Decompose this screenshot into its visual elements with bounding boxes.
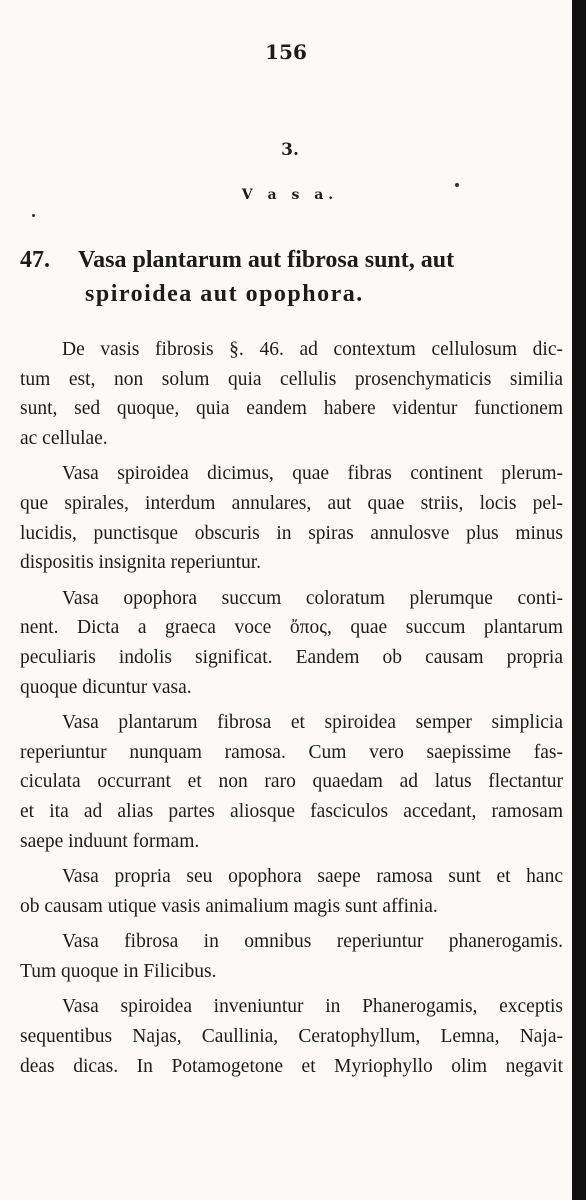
- text-line: De vasis fibrosis §. 46. ad contextum cellulosum dic-: [62, 339, 563, 360]
- text-line: deas dicas. In Potamogetone et Myriophyllo olim negavit: [20, 1055, 563, 1077]
- text-line: Vasa spiroidea inveniuntur in Phanerogamis, exceptis: [62, 996, 563, 1018]
- text-line: dispositis insignita reperiuntur.: [20, 552, 262, 574]
- text-line: ob causam utique vasis animalium magis sunt affinia.: [20, 895, 438, 917]
- text-line: Vasa spiroidea dicimus, quae fibras continent plerum-: [62, 463, 563, 485]
- text-line: Tum quoque in Filicibus.: [20, 960, 217, 982]
- text-line: lucidis, punctisque obscuris in spiras annulosve plus minus: [20, 522, 563, 544]
- heading-line-2: spiroidea aut opophora.: [85, 281, 364, 307]
- paragraph-vasa-spiroidea: [20, 459, 563, 577]
- text-line: sequentibus Najas, Caullinia, Ceratophyllum, Lemna, Naja-: [20, 1026, 563, 1048]
- text-line: Vasa plantarum fibrosa et spiroidea semper simplicia: [62, 712, 563, 734]
- text-line: ciculata occurrant et non raro quaedam ad latus flectantur: [20, 771, 563, 793]
- paragraph-vasa-spiroidea-inveniuntur: [20, 992, 563, 1081]
- section-title: V a s a.: [241, 187, 339, 203]
- section-number: 3.: [281, 140, 299, 160]
- text-line: quoque dicuntur vasa.: [20, 676, 192, 698]
- text-line: peculiaris indolis significat. Eandem ob causam propria: [20, 646, 563, 668]
- paragraph-vasa-fibrosa-phanerogamis: [20, 927, 563, 986]
- ink-speck: [455, 183, 459, 187]
- paragraph-vasis-fibrosis: [20, 335, 563, 453]
- ink-speck: [32, 214, 35, 217]
- text-line: reperiuntur nunquam ramosa. Cum vero saepissime fas-: [20, 741, 563, 763]
- paragraph-heading: [20, 243, 565, 311]
- page-edge-shadow: [572, 0, 586, 1200]
- heading-line-1: Vasa plantarum aut fibrosa sunt, aut: [78, 247, 455, 273]
- text-line: sunt, sed quoque, quia eandem habere videntur functionem: [20, 398, 563, 420]
- paragraph-vasa-simplicia: [20, 708, 563, 856]
- text-line: Vasa fibrosa in omnibus reperiuntur phanerogamis.: [62, 931, 563, 953]
- paragraph-number: 47.: [20, 247, 50, 273]
- text-line: que spirales, interdum annulares, aut quae striis, locis pel-: [20, 492, 563, 514]
- text-line: saepe induunt formam.: [20, 830, 200, 852]
- text-line: tum est, non solum quia cellulis prosenchymaticis similia: [20, 368, 563, 390]
- text-line: et ita ad alias partes aliosque fasciculos accedant, ramosam: [20, 800, 563, 822]
- page-number: 156: [265, 40, 307, 64]
- body-text: [20, 335, 563, 1087]
- text-line: ac cellulae.: [20, 427, 108, 449]
- text-line: nent. Dicta a graeca voce ὄπος, quae succum plantarum: [20, 617, 563, 639]
- paragraph-vasa-opophora: [20, 584, 563, 702]
- text-line: Vasa opophora succum coloratum plerumque conti-: [62, 587, 563, 609]
- text-line: Vasa propria seu opophora saepe ramosa sunt et hanc: [62, 866, 563, 888]
- paragraph-vasa-propria: [20, 862, 563, 921]
